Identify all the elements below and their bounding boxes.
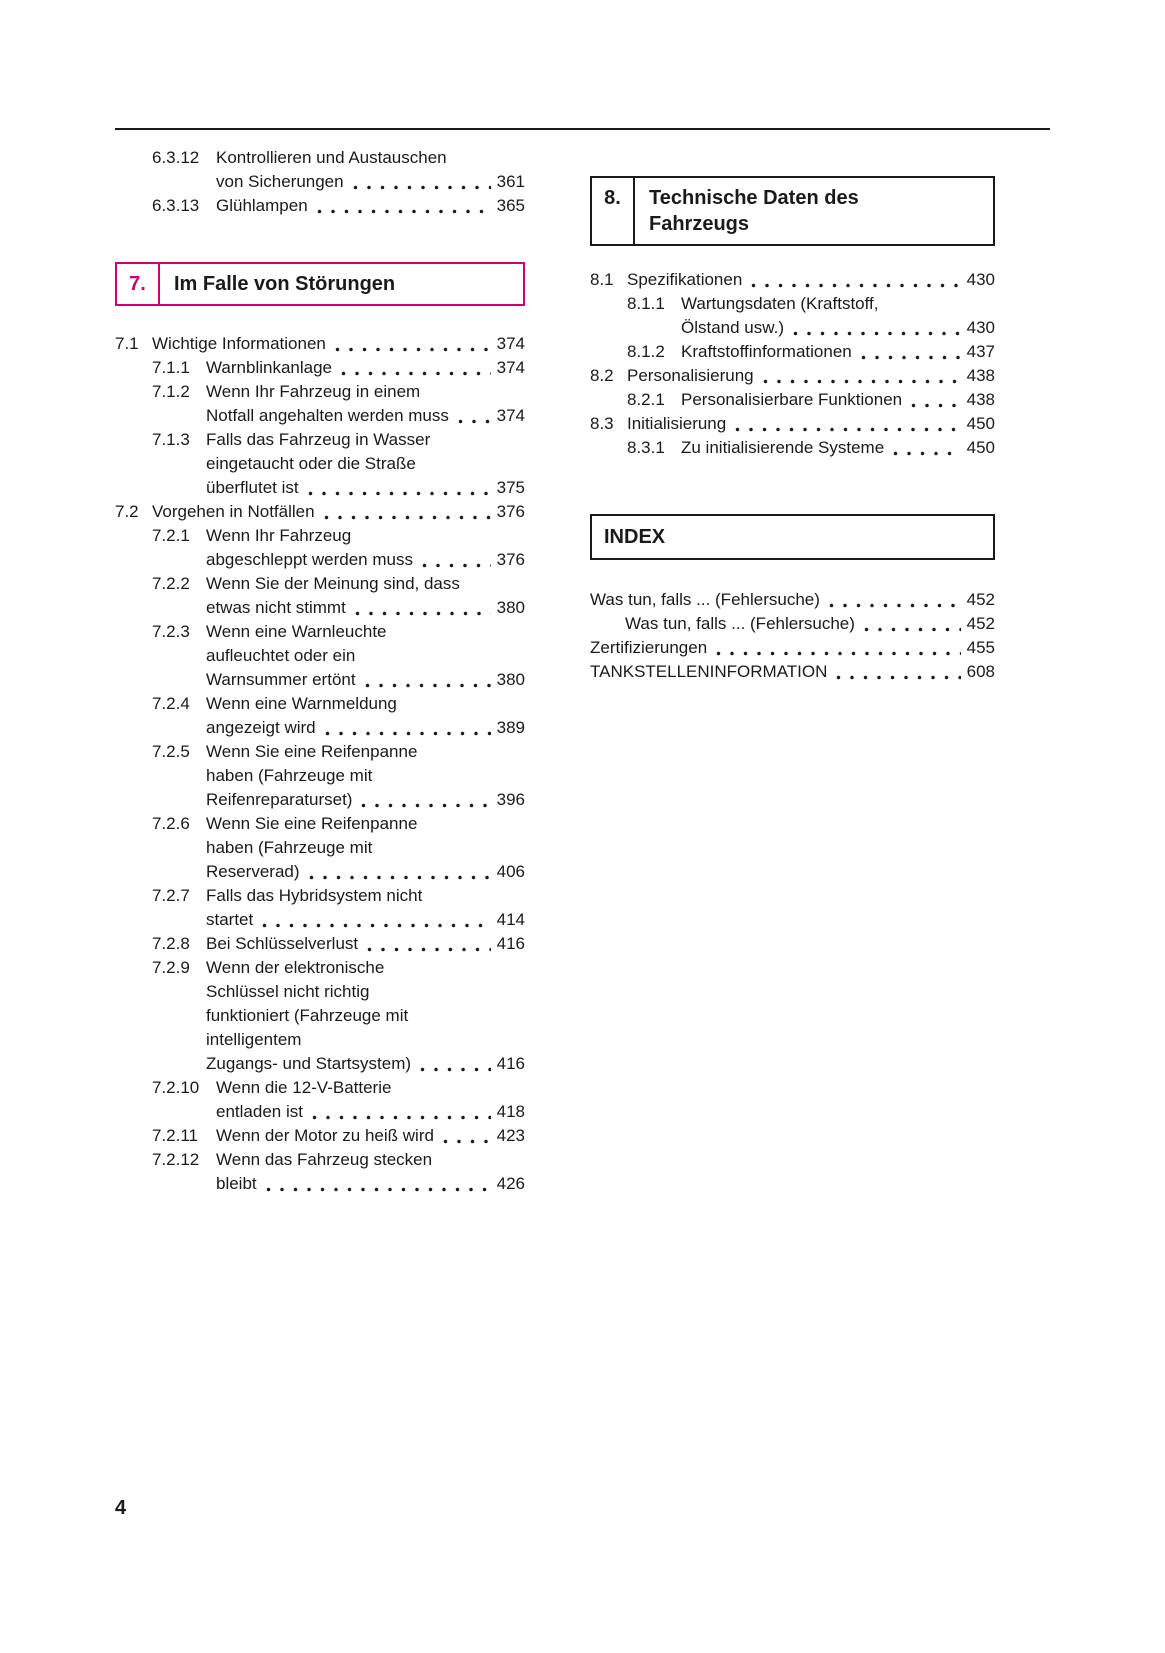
toc-entry-title: Spezifikationen [627, 270, 743, 289]
toc-entry-title: Wichtige Informationen [152, 334, 326, 353]
toc-line [152, 764, 525, 788]
toc-entry-number: 7.2.3 [152, 622, 190, 641]
section-8-title-line2: Fahrzeugs [649, 213, 750, 235]
toc-entry-number: 7.2.12 [152, 1150, 200, 1169]
toc-line [152, 524, 525, 548]
toc-entry-title: Zugangs- und Startsystem) [206, 1054, 412, 1073]
toc-page-number: 380 [496, 670, 525, 689]
toc-page-number: 396 [496, 790, 525, 809]
toc-entry[interactable] [152, 1148, 525, 1196]
toc-entry-title: Glühlampen [216, 196, 308, 215]
toc-entry-title: Was tun, falls ... (Fehlersuche) [590, 590, 820, 609]
index-title: INDEX [604, 526, 666, 548]
toc-entry[interactable] [115, 500, 525, 524]
toc-entry-title: intelligentem [206, 1030, 302, 1049]
toc-line [152, 476, 525, 500]
toc-line [152, 1148, 525, 1172]
toc-entries-chapter6 [115, 146, 525, 218]
toc-page-number: 389 [496, 718, 525, 737]
toc-line [152, 1172, 525, 1196]
toc-line [152, 452, 525, 476]
toc-page-number: 438 [966, 390, 995, 409]
toc-entry-title: Wenn Ihr Fahrzeug in einem [206, 382, 421, 401]
toc-entry[interactable] [152, 1076, 525, 1124]
toc-entry[interactable] [152, 194, 525, 218]
toc-entry-number: 7.2.7 [152, 886, 190, 905]
dot-leader [365, 668, 491, 692]
toc-entry-number: 8.1.2 [627, 342, 665, 361]
toc-entry-title: von Sicherungen [216, 172, 344, 191]
toc-entry[interactable] [590, 412, 995, 436]
toc-entry-number: 8.3 [590, 414, 614, 433]
toc-entry-number: 8.2.1 [627, 390, 665, 409]
toc-entry-title: funktioniert (Fahrzeuge mit [206, 1006, 409, 1025]
toc-entry-number: 7.2.5 [152, 742, 190, 761]
toc-entry[interactable] [152, 956, 525, 1076]
toc-page-number: 455 [966, 638, 995, 657]
toc-entry[interactable] [152, 740, 525, 812]
toc-entry[interactable] [627, 436, 995, 460]
dot-leader [335, 332, 491, 356]
toc-entry[interactable] [152, 692, 525, 740]
toc-entry-number: 6.3.13 [152, 196, 200, 215]
toc-entry-title: Wenn der Motor zu heiß wird [216, 1126, 434, 1145]
toc-entry[interactable] [152, 146, 525, 194]
toc-line [152, 884, 525, 908]
toc-entry-title: Personalisierbare Funktionen [681, 390, 903, 409]
section-8-title [635, 178, 869, 244]
toc-entry[interactable] [115, 332, 525, 356]
toc-page-number: 374 [496, 358, 525, 377]
toc-page-number: 361 [496, 172, 525, 191]
toc-entry-number: 7.2 [115, 502, 139, 521]
dot-leader [763, 364, 961, 388]
toc-entry-title: Wenn Sie eine Reifenpanne [206, 742, 418, 761]
toc-entry-title: haben (Fahrzeuge mit [206, 766, 373, 785]
toc-page-number: 418 [496, 1102, 525, 1121]
toc-line [627, 388, 995, 412]
dot-leader [353, 170, 491, 194]
toc-entry-title: Falls das Fahrzeug in Wasser [206, 430, 431, 449]
toc-line [152, 1124, 525, 1148]
toc-line [152, 740, 525, 764]
toc-entry-title: Warnblinkanlage [206, 358, 332, 377]
toc-line [152, 716, 525, 740]
toc-line [627, 316, 995, 340]
toc-line [152, 860, 525, 884]
toc-entry-title: Wenn Sie eine Reifenpanne [206, 814, 418, 833]
toc-entry-title: Wenn Ihr Fahrzeug [206, 526, 352, 545]
toc-page-number: 423 [496, 1126, 525, 1145]
toc-entry[interactable] [152, 428, 525, 500]
dot-leader [911, 388, 961, 412]
toc-entry[interactable] [627, 340, 995, 364]
toc-entry-title: entladen ist [216, 1102, 303, 1121]
dot-leader [861, 340, 961, 364]
toc-page-number: 416 [496, 934, 525, 953]
toc-page-number: 416 [496, 1054, 525, 1073]
toc-line [115, 332, 525, 356]
dot-leader [893, 436, 960, 460]
page-number: 4 [115, 1497, 127, 1519]
toc-line [152, 572, 525, 596]
dot-leader [361, 788, 490, 812]
toc-entry-number: 7.1 [115, 334, 139, 353]
toc-line [152, 1052, 525, 1076]
toc-page-number: 375 [496, 478, 525, 497]
dot-leader [308, 476, 491, 500]
section-8-header [590, 176, 995, 246]
toc-right-column [590, 146, 995, 1196]
toc-entry-title: Wenn der elektronische [206, 958, 385, 977]
toc-line [152, 836, 525, 860]
toc-page-number: 450 [966, 438, 995, 457]
toc-entry-number: 7.2.1 [152, 526, 190, 545]
toc-page-number: 414 [496, 910, 525, 929]
toc-entry-number: 7.1.1 [152, 358, 190, 377]
toc-line [590, 364, 995, 388]
toc-line [152, 380, 525, 404]
toc-entry-title: Bei Schlüsselverlust [206, 934, 359, 953]
toc-line [590, 660, 995, 684]
toc-line [625, 612, 995, 636]
toc-line [152, 1004, 525, 1028]
toc-entry-title: Wenn die 12-V-Batterie [216, 1078, 392, 1097]
toc-entries-chapter8 [590, 268, 995, 460]
toc-entry[interactable] [590, 588, 995, 612]
dot-leader [262, 908, 490, 932]
toc-entry-number: 8.2 [590, 366, 614, 385]
section-7-number: 7. [117, 264, 160, 304]
toc-page-number: 430 [966, 318, 995, 337]
toc-line [152, 668, 525, 692]
dot-leader [716, 636, 960, 660]
toc-line [152, 980, 525, 1004]
toc-page-number: 380 [496, 598, 525, 617]
toc-page-number: 437 [966, 342, 995, 361]
toc-entry-title: Wenn eine Warnleuchte [206, 622, 387, 641]
toc-entry[interactable] [152, 572, 525, 620]
toc-line [152, 620, 525, 644]
toc-line [152, 932, 525, 956]
toc-line [152, 194, 525, 218]
toc-entry-number: 8.1 [590, 270, 614, 289]
toc-entry-title: Initialisierung [627, 414, 727, 433]
dot-leader [325, 716, 491, 740]
toc-entry-number: 7.2.9 [152, 958, 190, 977]
dot-leader [735, 412, 960, 436]
dot-leader [836, 660, 960, 684]
toc-entry-number: 7.2.4 [152, 694, 190, 713]
section-7-title: Im Falle von Störungen [174, 273, 396, 295]
toc-entry-title: Notfall angehalten werden muss [206, 406, 449, 425]
section-8-number: 8. [592, 178, 635, 244]
toc-entry-title: Wenn eine Warnmeldung [206, 694, 397, 713]
toc-line [152, 548, 525, 572]
toc-entry-title: eingetaucht oder die Straße [206, 454, 416, 473]
dot-leader [312, 1100, 491, 1124]
dot-leader [829, 588, 961, 612]
toc-line [152, 428, 525, 452]
dot-leader [341, 356, 491, 380]
toc-entry-title: angezeigt wird [206, 718, 316, 737]
toc-page-number: 438 [966, 366, 995, 385]
toc-line [590, 412, 995, 436]
toc-entry-title: Wartungsdaten (Kraftstoff, [681, 294, 879, 313]
dot-leader [751, 268, 960, 292]
dot-leader [367, 932, 491, 956]
toc-entry-title: Warnsummer ertönt [206, 670, 356, 689]
dot-leader [266, 1172, 491, 1196]
dot-leader [443, 1124, 491, 1148]
toc-entry-number: 8.1.1 [627, 294, 665, 313]
toc-entry[interactable] [152, 356, 525, 380]
toc-entries-index [590, 588, 995, 684]
dot-leader [317, 194, 491, 218]
toc-entry-title: startet [206, 910, 254, 929]
toc-entry[interactable] [152, 812, 525, 884]
toc-entry-title: Vorgehen in Notfällen [152, 502, 315, 521]
toc-entry-number: 7.2.11 [152, 1126, 199, 1145]
toc-line [152, 1100, 525, 1124]
toc-entry-title: Kraftstoffinformationen [681, 342, 852, 361]
toc-line [152, 692, 525, 716]
toc-entry-number: 7.2.10 [152, 1078, 200, 1097]
toc-line [152, 908, 525, 932]
toc-entry-title: Wenn das Fahrzeug stecken [216, 1150, 433, 1169]
toc-line [590, 636, 995, 660]
toc-entry[interactable] [590, 268, 995, 292]
toc-entry-number: 8.3.1 [627, 438, 665, 457]
toc-entry[interactable] [625, 612, 995, 636]
toc-line [152, 788, 525, 812]
toc-entry[interactable] [152, 524, 525, 572]
toc-entry[interactable] [627, 388, 995, 412]
toc-entry-title: Schlüssel nicht richtig [206, 982, 370, 1001]
toc-entry[interactable] [152, 620, 525, 692]
toc-entry-title: etwas nicht stimmt [206, 598, 346, 617]
toc-line [590, 268, 995, 292]
toc-line [152, 146, 525, 170]
dot-leader [422, 548, 491, 572]
toc-line [627, 340, 995, 364]
toc-entry-title: Reserverad) [206, 862, 300, 881]
toc-entry-number: 7.2.6 [152, 814, 190, 833]
toc-page-number: 608 [966, 662, 995, 681]
toc-entry[interactable] [590, 660, 995, 684]
toc-entry-title: Kontrollieren und Austauschen [216, 148, 447, 167]
toc-line [152, 1076, 525, 1100]
toc-entry-title: Zu initialisierende Systeme [681, 438, 885, 457]
toc-entry-title: abgeschleppt werden muss [206, 550, 413, 569]
dot-leader [458, 404, 491, 428]
toc-entries-chapter7 [115, 332, 525, 1196]
dot-leader [864, 612, 961, 636]
toc-entry-number: 7.2.2 [152, 574, 190, 593]
toc-entry-title: TANKSTELLENINFORMATION [590, 662, 828, 681]
toc-line [115, 500, 525, 524]
toc-entry[interactable] [152, 380, 525, 428]
dot-leader [355, 596, 491, 620]
toc-entry[interactable] [152, 932, 525, 956]
toc-page-number: 452 [966, 614, 995, 633]
toc-left-column [115, 146, 525, 1196]
section-7-header [115, 262, 525, 306]
toc-page-number: 452 [966, 590, 995, 609]
toc-entry-title: aufleuchtet oder ein [206, 646, 356, 665]
toc-page-number: 450 [966, 414, 995, 433]
toc-entry-title: bleibt [216, 1174, 257, 1193]
toc-line [627, 292, 995, 316]
dot-leader [324, 500, 491, 524]
toc-columns [115, 130, 995, 1196]
toc-line [152, 404, 525, 428]
dot-leader [309, 860, 491, 884]
toc-page-number: 406 [496, 862, 525, 881]
toc-entry-number: 7.1.3 [152, 430, 190, 449]
toc-page-number: 376 [496, 550, 525, 569]
toc-entry-number: 7.1.2 [152, 382, 190, 401]
dot-leader [793, 316, 961, 340]
toc-entry-title: Falls das Hybridsystem nicht [206, 886, 423, 905]
toc-entry-title: Was tun, falls ... (Fehlersuche) [625, 614, 855, 633]
index-header [590, 514, 995, 560]
toc-page-number: 430 [966, 270, 995, 289]
toc-entry-title: überflutet ist [206, 478, 299, 497]
toc-entry[interactable] [590, 364, 995, 388]
toc-entry[interactable] [627, 292, 995, 340]
dot-leader [420, 1052, 491, 1076]
toc-line [152, 170, 525, 194]
toc-line [152, 812, 525, 836]
toc-line [152, 356, 525, 380]
toc-entry-title: Wenn Sie der Meinung sind, dass [206, 574, 460, 593]
toc-entry[interactable] [152, 1124, 525, 1148]
toc-line [152, 1028, 525, 1052]
toc-entry-number: 7.2.8 [152, 934, 190, 953]
toc-line [627, 436, 995, 460]
toc-entry-title: Personalisierung [627, 366, 754, 385]
toc-page-number: 374 [496, 334, 525, 353]
toc-entry-title: Zertifizierungen [590, 638, 708, 657]
toc-entry[interactable] [590, 636, 995, 660]
toc-entry-number: 6.3.12 [152, 148, 200, 167]
toc-entry-title: haben (Fahrzeuge mit [206, 838, 373, 857]
toc-line [590, 588, 995, 612]
toc-line [152, 596, 525, 620]
toc-line [152, 644, 525, 668]
toc-page-number: 365 [496, 196, 525, 215]
toc-entry-title: Reifenreparaturset) [206, 790, 353, 809]
section-8-title-line1: Technische Daten des [649, 187, 859, 209]
toc-line [152, 956, 525, 980]
toc-entry[interactable] [152, 884, 525, 932]
toc-page-number: 426 [496, 1174, 525, 1193]
toc-page-number: 376 [496, 502, 525, 521]
toc-entry-title: Ölstand usw.) [681, 318, 784, 337]
toc-page-number: 374 [496, 406, 525, 425]
